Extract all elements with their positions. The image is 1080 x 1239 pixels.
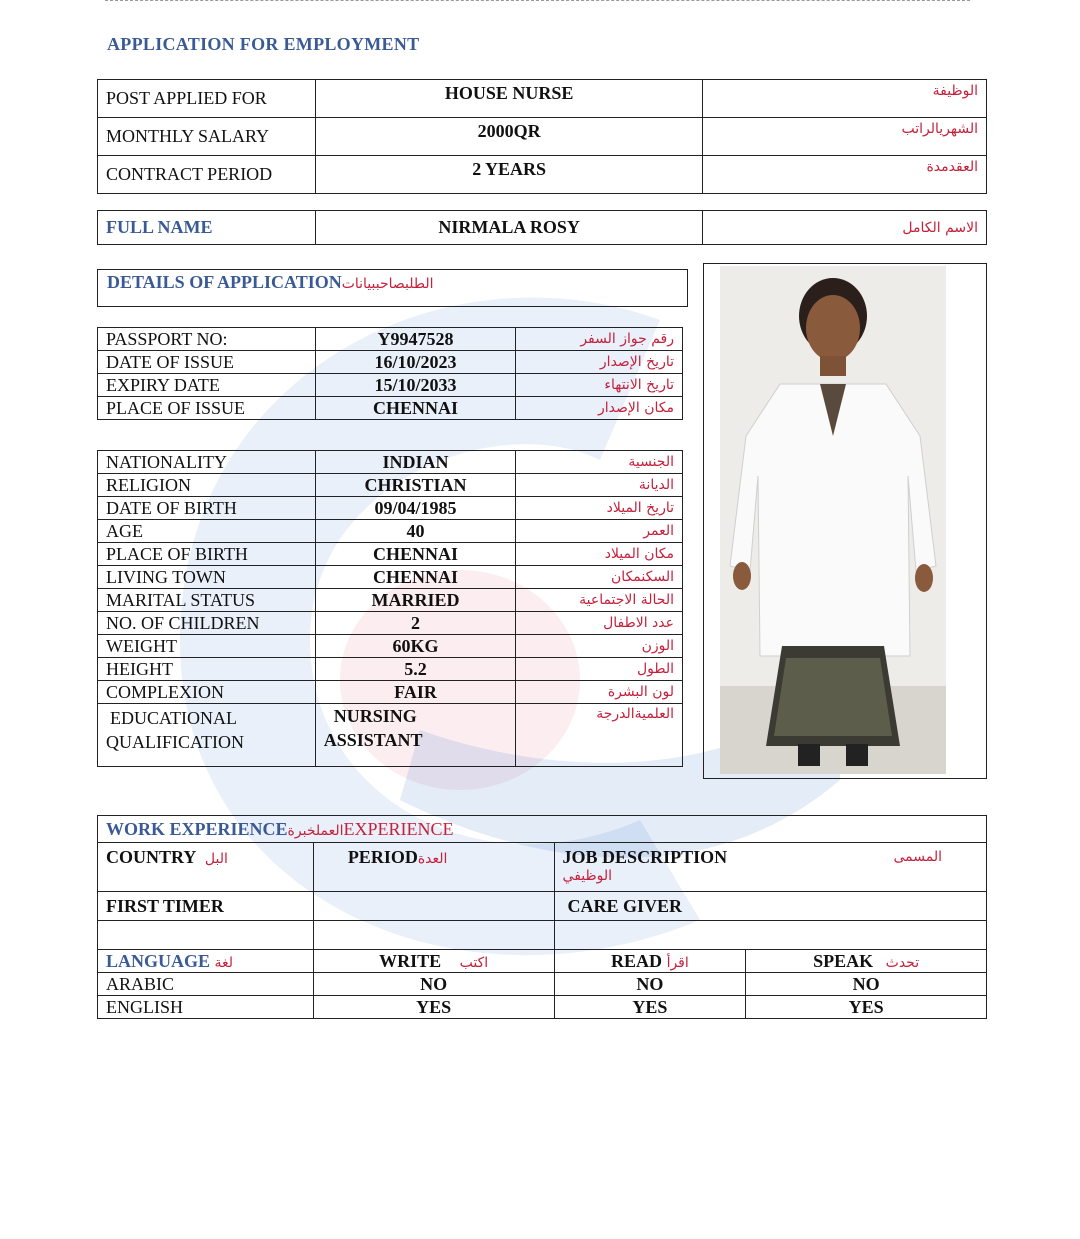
personal-label: COMPLEXION xyxy=(98,681,316,704)
work-country: FIRST TIMER xyxy=(98,892,314,921)
contract-value: 2 YEARS xyxy=(315,156,702,194)
passport-label: PASSPORT NO: xyxy=(98,328,316,351)
personal-arabic: الجنسية xyxy=(516,451,683,474)
personal-row xyxy=(98,612,683,635)
personal-arabic: الوزن xyxy=(516,635,683,658)
contract-label: CONTRACT PERIOD xyxy=(98,156,316,194)
work-experience-table xyxy=(97,815,987,1019)
work-title-suffix: EXPERIENCE xyxy=(343,818,454,839)
passport-label: PLACE OF ISSUE xyxy=(98,397,316,420)
full-name-label: FULL NAME xyxy=(98,211,316,245)
language-row xyxy=(98,973,987,996)
personal-value: 09/04/1985 xyxy=(315,497,516,520)
passport-row xyxy=(98,397,683,420)
work-empty-row xyxy=(98,921,987,950)
personal-value: CHRISTIAN xyxy=(315,474,516,497)
passport-value: CHENNAI xyxy=(315,397,516,420)
post-row xyxy=(98,80,987,118)
language-speak: NO xyxy=(746,973,987,996)
full-name-value: NIRMALA ROSY xyxy=(315,211,703,245)
personal-row xyxy=(98,520,683,543)
personal-arabic: الطول xyxy=(516,658,683,681)
read-header xyxy=(554,950,746,973)
full-name-table xyxy=(97,210,987,245)
personal-table xyxy=(97,450,683,767)
language-header-row xyxy=(98,950,987,973)
language-read: NO xyxy=(554,973,746,996)
write-label: WRITE xyxy=(379,950,442,971)
personal-label: WEIGHT xyxy=(98,635,316,658)
job-arabic: الوظيفي xyxy=(562,868,613,884)
speak-label: SPEAK xyxy=(813,950,874,971)
personal-label: NO. OF CHILDREN xyxy=(98,612,316,635)
write-arabic: اكتب xyxy=(459,954,489,971)
empty-cell xyxy=(554,921,986,950)
education-label-line1: EDUCATIONAL xyxy=(110,708,237,728)
personal-label: AGE xyxy=(98,520,316,543)
speak-header xyxy=(746,950,987,973)
photo-frame xyxy=(703,263,987,779)
personal-value: 5.2 xyxy=(315,658,516,681)
details-arabic: الطلبصاحببيانات xyxy=(341,276,434,292)
personal-label: PLACE OF BIRTH xyxy=(98,543,316,566)
personal-value: 60KG xyxy=(315,635,516,658)
personal-arabic: الحالة الاجتماعية xyxy=(516,589,683,612)
applicant-photo xyxy=(720,266,946,774)
job-header xyxy=(554,843,986,892)
education-label-line2: QUALIFICATION xyxy=(106,732,244,752)
personal-row xyxy=(98,589,683,612)
personal-label: LIVING TOWN xyxy=(98,566,316,589)
read-label: READ xyxy=(611,950,663,971)
language-row xyxy=(98,996,987,1019)
period-header xyxy=(313,843,554,892)
language-write: NO xyxy=(313,973,554,996)
work-title-arabic: العملخبرة xyxy=(287,822,344,839)
contract-arabic: العقدمدة xyxy=(703,156,987,194)
post-table xyxy=(97,79,987,194)
passport-arabic: مكان الإصدار xyxy=(516,397,683,420)
country-label: COUNTRY xyxy=(106,847,197,867)
read-arabic: اقرأ xyxy=(666,954,689,971)
empty-cell xyxy=(98,921,314,950)
period-label: PERIOD xyxy=(347,847,418,867)
language-speak: YES xyxy=(746,996,987,1019)
work-header-row xyxy=(98,843,987,892)
personal-value: 2 xyxy=(315,612,516,635)
job-arabic-right: المسمى xyxy=(893,849,942,865)
empty-cell xyxy=(313,921,554,950)
work-job: CARE GIVER xyxy=(554,892,986,921)
personal-label: HEIGHT xyxy=(98,658,316,681)
passport-row xyxy=(98,374,683,397)
details-header xyxy=(97,269,688,307)
personal-value: INDIAN xyxy=(315,451,516,474)
passport-value: Y9947528 xyxy=(315,328,516,351)
personal-row xyxy=(98,474,683,497)
passport-row xyxy=(98,351,683,374)
full-name-arabic: الاسم الكامل xyxy=(703,211,987,245)
passport-arabic: رقم جواز السفر xyxy=(516,328,683,351)
page-title: APPLICATION FOR EMPLOYMENT xyxy=(107,34,420,54)
passport-arabic: تاريخ الإصدار xyxy=(516,351,683,374)
top-divider xyxy=(105,0,970,1)
post-value: HOUSE NURSE xyxy=(315,80,702,118)
passport-label: EXPIRY DATE xyxy=(98,374,316,397)
language-header xyxy=(98,950,314,973)
post-arabic: الوظيفة xyxy=(703,80,987,118)
personal-row xyxy=(98,635,683,658)
country-arabic: البل xyxy=(204,851,228,867)
work-title-row xyxy=(98,816,987,843)
passport-arabic: تاريخ الانتهاء xyxy=(516,374,683,397)
job-label: JOB DESCRIPTION xyxy=(562,847,728,867)
personal-row xyxy=(98,451,683,474)
education-value-line2: ASSISTANT xyxy=(323,730,423,750)
education-value-line1: NURSING xyxy=(333,706,417,726)
personal-value: 40 xyxy=(315,520,516,543)
personal-label: RELIGION xyxy=(98,474,316,497)
personal-row xyxy=(98,543,683,566)
passport-row xyxy=(98,328,683,351)
language-label: LANGUAGE xyxy=(106,950,211,971)
education-arabic: العلميةالدرجة xyxy=(516,704,683,767)
education-row xyxy=(98,704,683,767)
personal-row xyxy=(98,566,683,589)
personal-arabic: السكنمكان xyxy=(516,566,683,589)
passport-value: 15/10/2033 xyxy=(315,374,516,397)
personal-value: CHENNAI xyxy=(315,543,516,566)
write-header xyxy=(313,950,554,973)
post-label: POST APPLIED FOR xyxy=(98,80,316,118)
education-value xyxy=(315,704,516,767)
salary-label: MONTHLY SALARY xyxy=(98,118,316,156)
personal-arabic: عدد الاطفال xyxy=(516,612,683,635)
personal-arabic: العمر xyxy=(516,520,683,543)
passport-value: 16/10/2023 xyxy=(315,351,516,374)
personal-arabic: الديانة xyxy=(516,474,683,497)
personal-label: NATIONALITY xyxy=(98,451,316,474)
passport-table xyxy=(97,327,683,420)
passport-label: DATE OF ISSUE xyxy=(98,351,316,374)
work-row xyxy=(98,892,987,921)
personal-row xyxy=(98,497,683,520)
details-label: DETAILS OF APPLICATION xyxy=(107,272,342,292)
language-name: ENGLISH xyxy=(98,996,314,1019)
salary-value: 2000QR xyxy=(315,118,702,156)
personal-value: MARRIED xyxy=(315,589,516,612)
speak-arabic: تحدث xyxy=(885,954,920,971)
personal-arabic: مكان الميلاد xyxy=(516,543,683,566)
work-title: WORK EXPERIENCE xyxy=(106,818,288,839)
personal-value: CHENNAI xyxy=(315,566,516,589)
personal-value: FAIR xyxy=(315,681,516,704)
personal-label: DATE OF BIRTH xyxy=(98,497,316,520)
period-arabic: العدة xyxy=(417,851,448,867)
personal-row xyxy=(98,681,683,704)
salary-row xyxy=(98,118,987,156)
language-write: YES xyxy=(313,996,554,1019)
country-header xyxy=(98,843,314,892)
personal-arabic: تاريخ الميلاد xyxy=(516,497,683,520)
salary-arabic: الشهريالراتب xyxy=(703,118,987,156)
personal-row xyxy=(98,658,683,681)
work-period xyxy=(313,892,554,921)
language-name: ARABIC xyxy=(98,973,314,996)
personal-label: MARITAL STATUS xyxy=(98,589,316,612)
personal-arabic: لون البشرة xyxy=(516,681,683,704)
language-arabic: لغة xyxy=(214,954,234,971)
work-title-cell xyxy=(98,816,987,843)
language-read: YES xyxy=(554,996,746,1019)
contract-row xyxy=(98,156,987,194)
education-label xyxy=(98,704,316,767)
